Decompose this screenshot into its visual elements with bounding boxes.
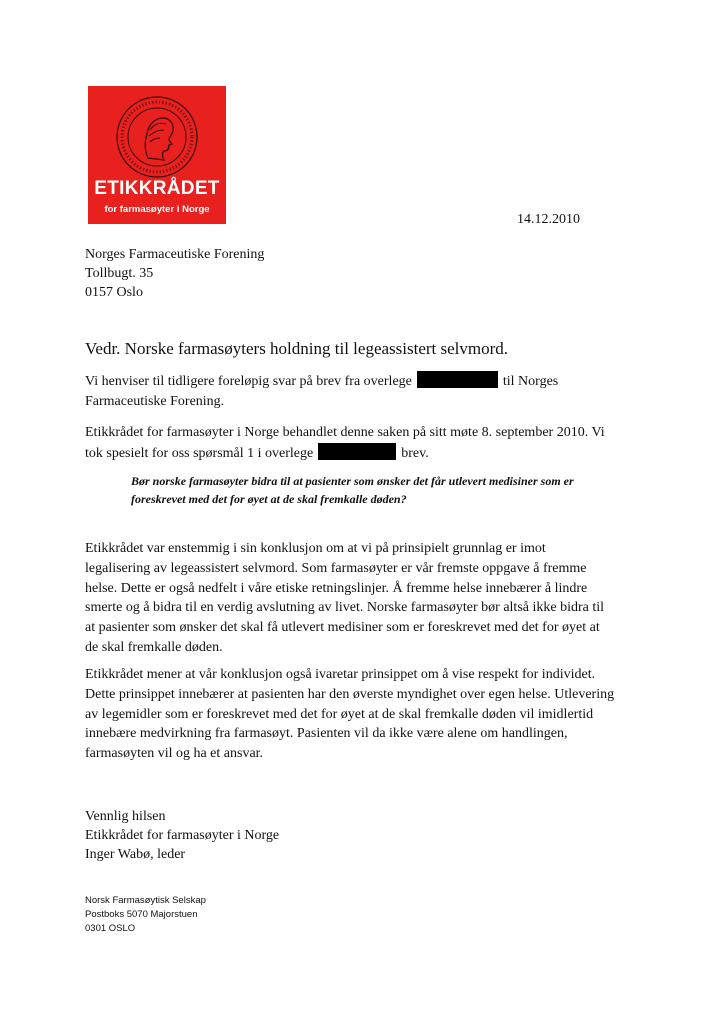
- paragraph-3-line: helse. Dette er også nedfelt i våre etiske retningslinjer. Å fremme helse innebærer å lindre: [85, 580, 588, 596]
- logo-subtitle: for farmasøyter i Norge: [104, 204, 210, 215]
- paragraph-1-text-a: Vi henviser til tidligere foreløpig svar på brev fra overlege: [85, 374, 412, 389]
- paragraph-1-line-2: Farmaceutiske Forening.: [85, 393, 225, 409]
- paragraph-3-line: de skal fremkalle døden.: [85, 639, 223, 655]
- quote-line-2: foreskrevet med det for øyet at de skal fremkalle døden?: [131, 492, 407, 506]
- paragraph-4-line: av legemidler som er foreskrevet med det for øyet at de skal fremkalle døden vil imidlertid: [85, 706, 594, 722]
- closing-organization: Etikkrådet for farmasøyter i Norge: [85, 828, 280, 843]
- paragraph-1: [85, 371, 645, 412]
- footer-address: [85, 894, 206, 936]
- paragraph-4-line: Dette prinsippet innebærer at pasienten har den øverste myndighet over egen helse. Utlevering: [85, 686, 615, 702]
- paragraph-3-line: smerte og å bidra til en verdig avslutning av livet. Norske farmasøyter bør altså ikke bidra til: [85, 600, 605, 616]
- recipient-street: Tollbugt. 35: [85, 266, 154, 281]
- profile-medallion-icon: [114, 94, 200, 180]
- letter-subject: Vedr. Norske farmasøyters holdning til legeassistert selvmord.: [85, 339, 509, 358]
- quoted-question: [131, 472, 631, 508]
- paragraph-1-text-b: til Norges: [502, 374, 559, 389]
- paragraph-2-line-1: Etikkrådet for farmasøyter i Norge behandlet denne saken på sitt møte 8. september 2010. Vi: [85, 425, 605, 440]
- closing-signer: Inger Wabø, leder: [85, 847, 186, 862]
- paragraph-2: [85, 423, 645, 464]
- etikkradet-logo: [88, 86, 226, 224]
- paragraph-2-text-b: brev.: [401, 445, 429, 461]
- redaction-bar: [417, 371, 498, 388]
- letter-date: 14.12.2010: [517, 212, 580, 227]
- recipient-address: [85, 245, 264, 302]
- paragraph-3-line: legalisering av legeassistert selvmord. Som farmasøyter er vår fremste oppgave å fremme: [85, 560, 587, 576]
- paragraph-3-line: Etikkrådet var enstemmig i sin konklusjon om at vi på prinsipielt grunnlag er imot: [85, 541, 546, 556]
- quote-line-1: Bør norske farmasøyter bidra til at pasienter som ønsker det får utlevert medisiner som er: [131, 474, 574, 488]
- closing-greeting: Vennlig hilsen: [85, 809, 166, 824]
- logo-title: ETIKKRÅDET: [94, 178, 220, 199]
- paragraph-4: [85, 665, 645, 764]
- footer-line-2: Postboks 5070 Majorstuen: [85, 909, 198, 920]
- footer-line-1: Norsk Farmasøytisk Selskap: [85, 895, 206, 906]
- paragraph-4-line: Etikkrådet mener at vår konklusjon også ivaretar prinsippet om å vise respekt for individet.: [85, 667, 596, 682]
- paragraph-3-line: at pasienter som ønsker det skal få utlevert medisiner som er foreskrevet med det for øyet at: [85, 620, 600, 636]
- paragraph-2-text-a: tok spesielt for oss spørsmål 1 i overlege: [85, 445, 314, 461]
- paragraph-4-line: farmasøyten vil og ha et ansvar.: [85, 746, 264, 762]
- paragraph-3: [85, 539, 645, 658]
- redaction-bar: [318, 443, 396, 460]
- recipient-postal: 0157 Oslo: [85, 285, 143, 300]
- recipient-name: Norges Farmaceutiske Forening: [85, 247, 265, 262]
- closing-block: [85, 807, 279, 864]
- footer-line-3: 0301 OSLO: [85, 923, 136, 934]
- paragraph-4-line: innebære medvirkning fra farmasøyt. Pasienten vil da ikke være alene om handlingen,: [85, 726, 568, 742]
